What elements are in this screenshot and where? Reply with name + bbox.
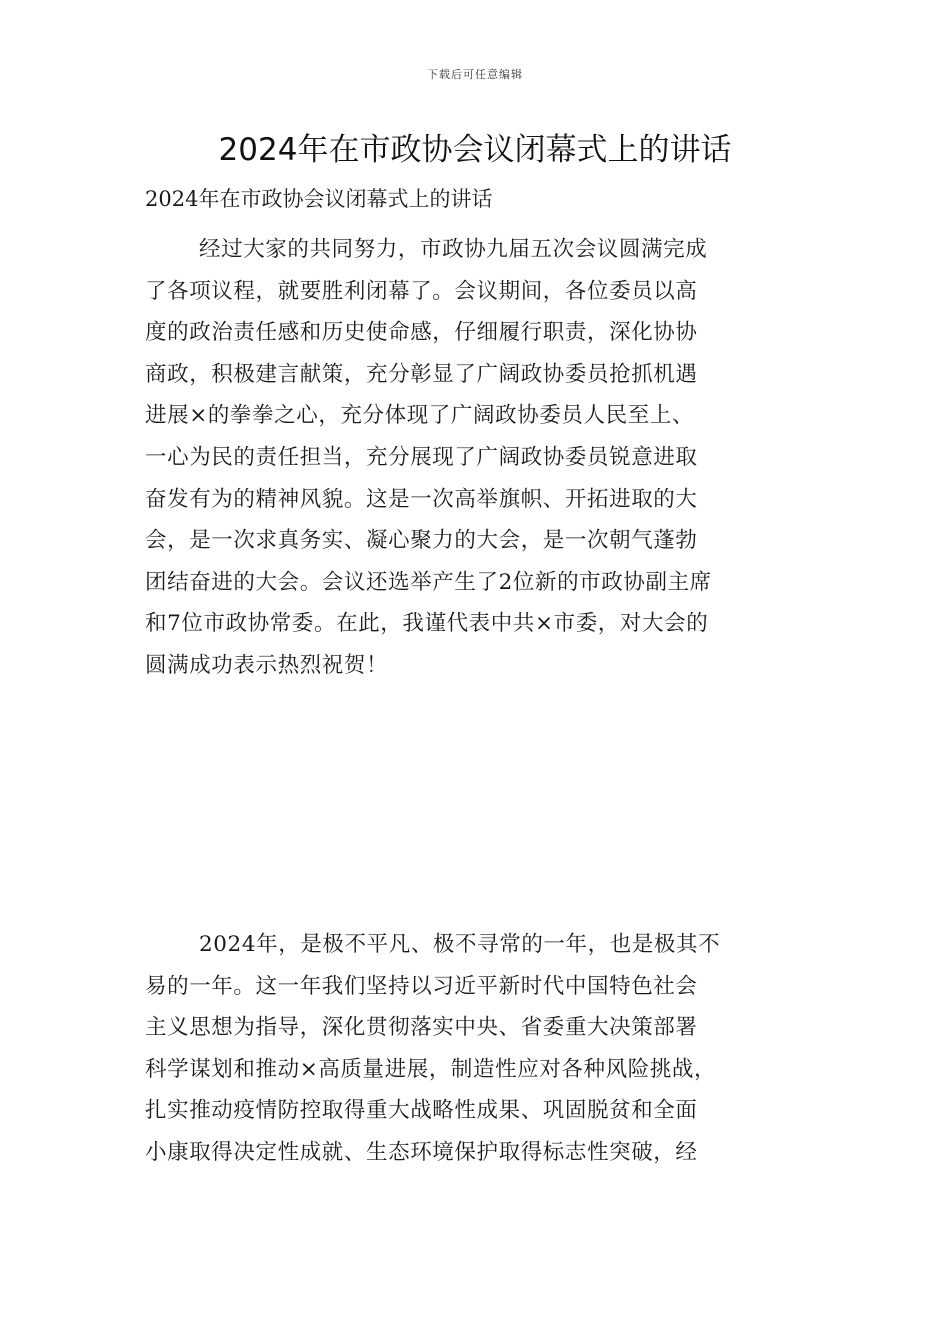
paragraph-line: 易的一年。这一年我们坚持以习近平新时代中国特色社会 [145,973,698,999]
paragraph-line: 会，是一次求真务实、凝心聚力的大会，是一次朝气蓬勃 [145,528,698,554]
paragraph-line: 扎实推动疫情防控取得重大战略性成果、巩固脱贫和全面 [145,1098,698,1124]
paragraph-line: 一心为民的责任担当，充分展现了广阔政协委员锐意进取 [145,444,698,470]
document-subtitle: 2024年在市政协会议闭幕式上的讲话 [145,187,493,211]
paragraph-2 [145,924,810,1174]
paragraph-line: 主义思想为指导，深化贯彻落实中央、省委重大决策部署 [145,1015,698,1041]
paragraph-line: 2024年，是极不平凡、极不寻常的一年，也是极其不 [199,932,721,957]
header-note: 下载后可任意编辑 [427,68,523,81]
paragraph-line: 奋发有为的精神风貌。这是一次高举旗帜、开拓进取的大 [145,486,698,512]
paragraph-line: 商政，积极建言献策，充分彰显了广阔政协委员抢抓机遇 [145,361,698,387]
paragraph-line: 经过大家的共同努力，市政协九届五次会议圆满完成 [199,237,708,262]
paragraph-line: 科学谋划和推动×高质量进展，制造性应对各种风险挑战， [145,1056,717,1082]
paragraph-line: 和7位市政协常委。在此，我谨代表中共×市委，对大会的 [145,611,709,637]
paragraph-1 [145,229,810,687]
paragraph-line: 小康取得决定性成就、生态环境保护取得标志性突破，经 [145,1139,698,1165]
paragraph-line: 团结奋进的大会。会议还选举产生了2位新的市政协副主席 [145,569,712,595]
paragraph-line: 度的政治责任感和历史使命感，仔细履行职责，深化协协 [145,320,698,346]
paragraph-line: 进展×的拳拳之心，充分体现了广阔政协委员人民至上、 [145,403,695,429]
paragraph-line: 了各项议程，就要胜利闭幕了。会议期间，各位委员以高 [145,278,698,304]
paragraph-line: 圆满成功表示热烈祝贺！ [145,652,389,678]
document-title: 2024年在市政协会议闭幕式上的讲话 [218,132,732,168]
